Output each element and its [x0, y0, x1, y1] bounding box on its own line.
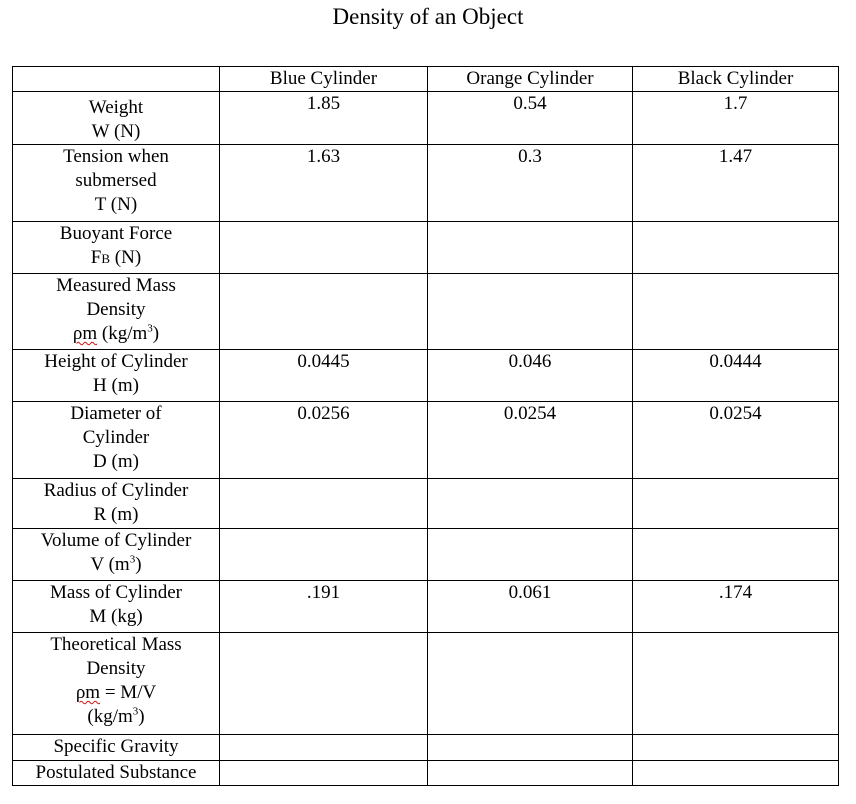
empty-header-cell — [13, 67, 220, 92]
value-cell — [220, 633, 428, 735]
value-cell — [428, 529, 633, 581]
value-cell: 0.0256 — [220, 402, 428, 479]
table-row-height — [13, 350, 839, 402]
table-row-buoyant-force — [13, 222, 839, 274]
table-row-mass — [13, 581, 839, 633]
value-cell — [633, 274, 839, 350]
row-label-radius: Radius of Cylinder R (m) — [13, 479, 220, 529]
table-row-tension — [13, 145, 839, 222]
value-cell: 1.47 — [633, 145, 839, 222]
value-cell: 0.061 — [428, 581, 633, 633]
table-row-radius — [13, 479, 839, 529]
value-cell — [428, 479, 633, 529]
value-cell — [220, 735, 428, 761]
row-label-diameter: Diameter of Cylinder D (m) — [13, 402, 220, 479]
page-title: Density of an Object — [332, 4, 524, 29]
value-cell: 1.85 — [220, 92, 428, 145]
value-cell: 0.0445 — [220, 350, 428, 402]
value-cell — [633, 761, 839, 786]
row-label-height: Height of Cylinder H (m) — [13, 350, 220, 402]
value-cell — [428, 735, 633, 761]
row-label-theoretical-density: Theoretical Mass Density ρm = M/V $(kg/m^3)$ — [13, 633, 220, 735]
value-cell — [428, 274, 633, 350]
table-row-specific-gravity — [13, 735, 839, 761]
value-cell — [633, 222, 839, 274]
rho-m-symbol: ρm — [75, 682, 101, 703]
column-header-orange: Orange Cylinder — [428, 67, 633, 92]
value-cell: 1.63 — [220, 145, 428, 222]
column-header-black: Black Cylinder — [633, 67, 839, 92]
value-cell: 0.0254 — [633, 402, 839, 479]
value-cell — [428, 761, 633, 786]
value-cell — [428, 633, 633, 735]
row-label-weight: Weight W (N) — [13, 92, 220, 145]
value-cell — [220, 479, 428, 529]
row-label-volume: Volume of Cylinder V $(m^3)$ — [13, 529, 220, 581]
rho-m-symbol: ρm — [72, 323, 98, 344]
value-cell — [220, 274, 428, 350]
table-row-postulated-substance — [13, 761, 839, 786]
density-table — [12, 66, 839, 786]
value-cell: 0.3 — [428, 145, 633, 222]
value-cell: 0.0254 — [428, 402, 633, 479]
table-row-volume — [13, 529, 839, 581]
table-row-theoretical-density — [13, 633, 839, 735]
value-cell — [633, 633, 839, 735]
row-label-postulated-substance: Postulated Substance — [13, 761, 220, 786]
column-header-blue: Blue Cylinder — [220, 67, 428, 92]
value-cell: 1.7 — [633, 92, 839, 145]
value-cell — [220, 761, 428, 786]
value-cell — [633, 529, 839, 581]
value-cell — [633, 479, 839, 529]
row-label-buoyant-force: Buoyant Force FB (N) — [13, 222, 220, 274]
value-cell: 0.0444 — [633, 350, 839, 402]
row-label-measured-density: Measured Mass Density ρm $(kg/m^3)$ — [13, 274, 220, 350]
value-cell: .191 — [220, 581, 428, 633]
row-label-mass: Mass of Cylinder M (kg) — [13, 581, 220, 633]
table-row-weight — [13, 92, 839, 145]
row-label-tension: Tension when submersed T (N) — [13, 145, 220, 222]
value-cell: 0.046 — [428, 350, 633, 402]
value-cell — [220, 222, 428, 274]
value-cell — [633, 735, 839, 761]
value-cell: .174 — [633, 581, 839, 633]
table-row-diameter — [13, 402, 839, 479]
value-cell — [220, 529, 428, 581]
value-cell: 0.54 — [428, 92, 633, 145]
table-row-measured-density — [13, 274, 839, 350]
row-label-specific-gravity: Specific Gravity — [13, 735, 220, 761]
header-row — [13, 67, 839, 92]
value-cell — [428, 222, 633, 274]
